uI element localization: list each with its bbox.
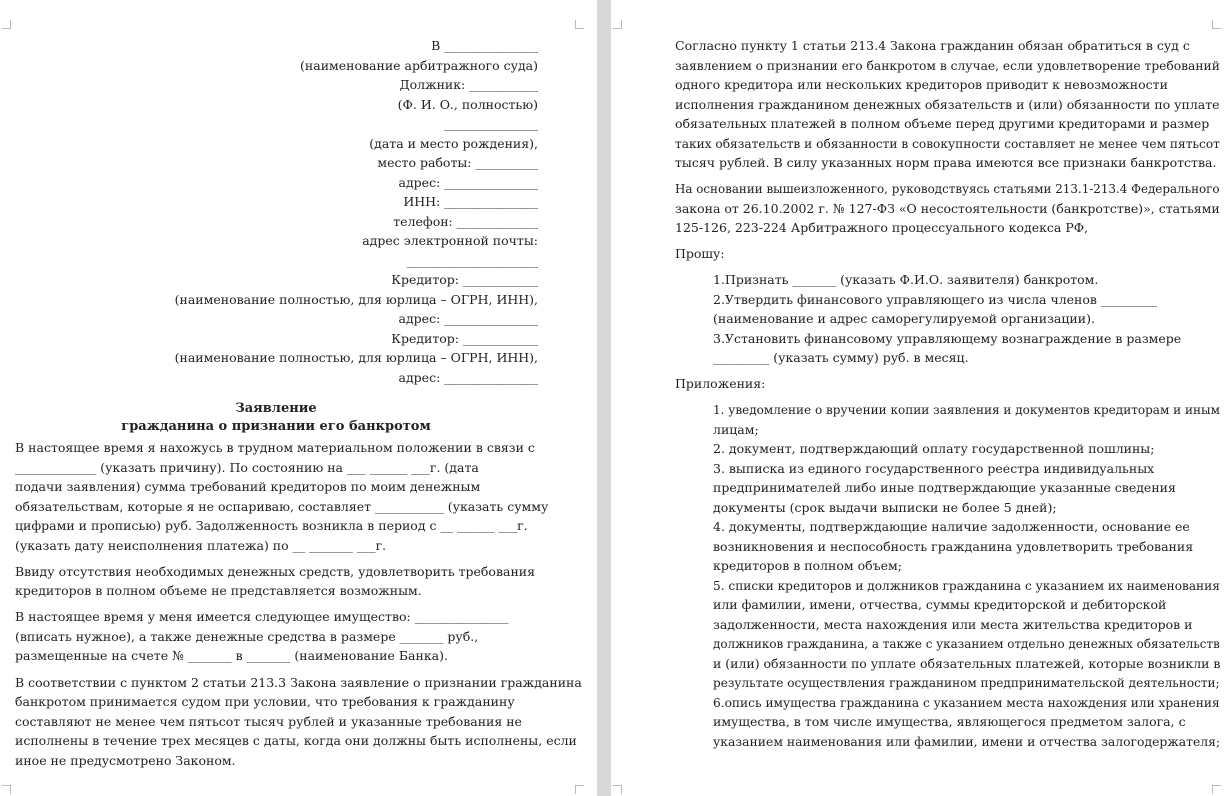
attachment-item-cont: предпринимателей либо иные подтверждающие указанные сведения	[713, 480, 1176, 495]
header-line: Кредитор: ____________	[391, 272, 538, 287]
attachment-item-cont: результате осуществления гражданином предпринимательской деятельности;	[713, 675, 1220, 690]
header-line: _______________	[444, 116, 538, 131]
text-line: В настоящее время у меня имеется следующее имущество: _______________	[15, 609, 509, 624]
text-line: закона от 26.10.2002 г. № 127-ФЗ «О несостоятельности (банкротстве)», статьями	[675, 201, 1220, 216]
attachment-item-cont: или фамилии, имени, отчества, суммы кредиторской и дебиторской	[713, 597, 1167, 612]
text-line: В настоящее время я нахожусь в трудном материальном положении в связи с	[15, 440, 535, 455]
attachment-item-cont: кредиторов в полном объем;	[713, 558, 902, 573]
margin-corner-mark	[575, 20, 584, 29]
document-title: Заявление	[235, 401, 317, 416]
margin-corner-mark	[2, 20, 11, 29]
document-subtitle: гражданина о признании его банкротом	[121, 419, 431, 434]
header-line: место работы: __________	[377, 155, 538, 170]
header-line: адрес: _______________	[398, 311, 538, 326]
text-line: подачи заявления) сумма требований кредиторов по моим денежным	[15, 479, 481, 494]
text-line: банкротом принимается судом при условии, что требования к гражданину	[15, 694, 515, 709]
request-item-cont: _________ (указать сумму) руб. в месяц.	[713, 350, 969, 365]
attachment-item: 4. документы, подтверждающие наличие задолженности, основание ее	[713, 519, 1190, 534]
document-page-right	[611, 0, 1232, 796]
document-page-left	[0, 0, 597, 796]
text-line: таких обязательств и обязанности в совокупности составляет не менее чем пятьсот	[675, 136, 1220, 151]
attachments-heading: Приложения:	[675, 376, 766, 391]
header-line: Кредитор: ____________	[391, 331, 538, 346]
header-line: (дата и место рождения),	[369, 136, 538, 151]
header-line: (Ф. И. О., полностью)	[397, 97, 538, 112]
text-line: обязательных платежей в полном объеме перед другими кредиторами и размер	[675, 116, 1210, 131]
header-line: (наименование арбитражного суда)	[300, 58, 538, 73]
attachment-item-cont: и (или) обязанности по уплате обязательных платежей, которые возникли в	[713, 656, 1221, 671]
text-line: На основании вышеизложенного, руководствуясь статьями 213.1-213.4 Федерального	[675, 181, 1220, 196]
header-line: (наименование полностью, для юрлица – ОГРН, ИНН),	[174, 292, 538, 307]
request-item: 1.Признать _______ (указать Ф.И.О. заявителя) банкротом.	[713, 272, 1099, 287]
text-line: кредиторов в полном объеме не представляется возможным.	[15, 583, 422, 598]
margin-corner-mark	[613, 20, 622, 29]
text-line: составляют не менее чем пятьсот тысяч рублей и указанные требования не	[15, 714, 522, 729]
header-line: ИНН: _______________	[403, 194, 538, 209]
header-line: Должник: ___________	[399, 77, 538, 92]
text-line: иное не предусмотрено Законом.	[15, 753, 236, 768]
text-line: В соответствии с пунктом 2 статьи 213.3 Закона заявление о признании гражданина	[15, 675, 582, 690]
text-line: исполнены в течение трех месяцев с даты, когда они должны быть исполнены, если	[15, 733, 577, 748]
attachment-item: 1. уведомление о вручении копии заявления и документов кредиторам и иным	[713, 402, 1220, 417]
text-line: Ввиду отсутствия необходимых денежных средств, удовлетворить требования	[15, 564, 535, 579]
text-line: цифрами и прописью) руб. Задолженность возникла в период с __ ______ ___г.	[15, 518, 528, 533]
attachment-item: 5. списки кредиторов и должников гражданина с указанием их наименования	[713, 578, 1220, 593]
attachment-item-cont: имущества, в том числе имущества, являющегося предметом залога, с	[713, 714, 1186, 729]
margin-corner-mark	[1212, 785, 1221, 794]
attachment-item: 6.опись имущества гражданина с указанием места нахождения или хранения	[713, 695, 1220, 710]
attachment-item-cont: указанием наименования или фамилии, имени и отчества залогодержателя;	[713, 734, 1221, 749]
text-line: обязательствам, которые я не оспариваю, составляет ___________ (указать сумму	[15, 499, 549, 514]
text-line: тысяч рублей. В силу указанных норм права имеются все признаки банкротства.	[675, 155, 1217, 170]
text-line: исполнения гражданином денежных обязательств и (или) обязанности по уплате	[675, 97, 1220, 112]
margin-corner-mark	[575, 785, 584, 794]
header-line: В _______________	[431, 38, 538, 53]
text-line: (указать дату неисполнения платежа) по __ _______ ___г.	[15, 538, 387, 553]
text-line: размещенные на счете № _______ в _______ (наименование Банка).	[15, 648, 448, 663]
request-item-cont: (наименование и адрес саморегулируемой организации).	[713, 311, 1095, 326]
header-line: адрес: _______________	[398, 370, 538, 385]
attachment-item-cont: лицам;	[713, 422, 759, 437]
attachment-item: 3. выписка из единого государственного реестра индивидуальных	[713, 461, 1155, 476]
attachment-item-cont: должников гражданина, а также с указанием отдельно денежных обязательств	[713, 636, 1220, 651]
attachment-item: 2. документ, подтверждающий оплату государственной пошлины;	[713, 441, 1155, 456]
margin-corner-mark	[2, 785, 11, 794]
header-line: адрес электронной почты:	[362, 233, 538, 248]
text-line: _____________ (указать причину). По состоянию на ___ ______ ___г. (дата	[15, 460, 479, 475]
attachment-item-cont: задолженности, места нахождения или места жительства кредиторов и	[713, 617, 1193, 632]
margin-corner-mark	[613, 785, 622, 794]
text-line: одного кредитора или нескольких кредиторов приводит к невозможности	[675, 77, 1168, 92]
header-line: (наименование полностью, для юрлица – ОГРН, ИНН),	[174, 350, 538, 365]
header-line: телефон: _____________	[393, 214, 538, 229]
text-line: (вписать нужное), а также денежные средства в размере _______ руб.,	[15, 629, 479, 644]
header-line: _____________________	[406, 253, 538, 268]
request-item: 2.Утвердить финансового управляющего из числа членов _________	[713, 292, 1158, 307]
attachment-item-cont: возникновения и неспособность гражданина удовлетворить требования	[713, 539, 1194, 554]
text-line: заявлением о признании его банкротом в случае, если удовлетворение требований	[675, 58, 1220, 73]
request-item: 3.Установить финансовому управляющему вознаграждение в размере	[713, 331, 1182, 346]
text-line: Согласно пункту 1 статьи 213.4 Закона гражданин обязан обратиться в суд с	[675, 38, 1190, 53]
attachment-item-cont: документы (срок выдачи выписки не более 5 дней);	[713, 500, 1057, 515]
margin-corner-mark	[1212, 20, 1221, 29]
text-line: 125-126, 223-224 Арбитражного процессуального кодекса РФ,	[675, 220, 1089, 235]
request-heading: Прошу:	[675, 246, 725, 261]
header-line: адрес: _______________	[398, 175, 538, 190]
